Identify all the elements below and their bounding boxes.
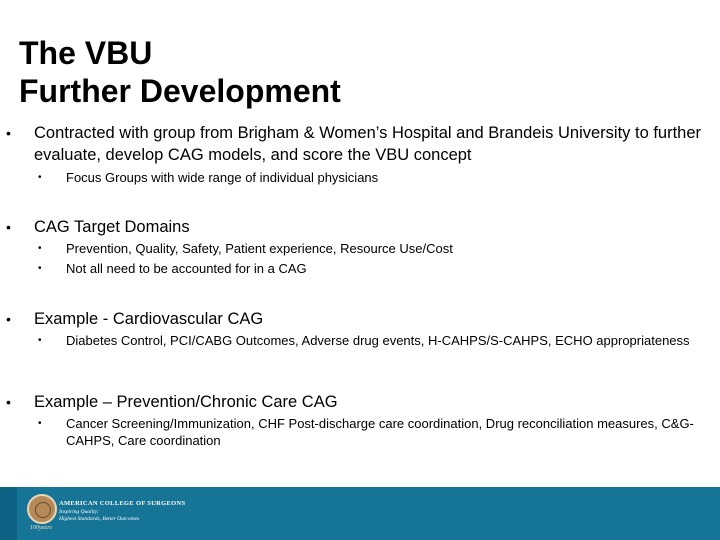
- slide-title-line-1: The VBU: [19, 35, 153, 71]
- footer-tagline-1: Inspiring Quality:: [59, 509, 99, 515]
- slide-title: [19, 34, 341, 110]
- footer-tagline-2: Highest Standards, Better Outcomes: [59, 516, 140, 522]
- bullet-dot: •: [6, 219, 11, 235]
- bullet-dot: •: [6, 125, 11, 141]
- footer-years-badge: 100years: [30, 525, 52, 531]
- sub-bullet-dot: •: [38, 263, 42, 274]
- bullet-text: Example – Prevention/Chronic Care CAG: [34, 393, 338, 411]
- footer-left-stripe: [0, 487, 17, 540]
- slide-title-line-2: Further Development: [19, 73, 341, 109]
- sub-bullet-text: Prevention, Quality, Safety, Patient experience, Resource Use/Cost: [66, 241, 453, 256]
- bullet-dot: •: [6, 394, 11, 410]
- bullet-dot: •: [6, 311, 11, 327]
- sub-bullet-text: Diabetes Control, PCI/CABG Outcomes, Adverse drug events, H-CAHPS/S-CAHPS, ECHO appropriateness: [66, 333, 690, 348]
- bullet-text: Contracted with group from Brigham & Women’s Hospital and Brandeis University to further evaluate, develop CAG models, and score the VBU concept: [34, 124, 702, 164]
- sub-bullet-dot: •: [38, 243, 42, 254]
- sub-bullet-dot: •: [38, 418, 42, 429]
- acs-seal-logo-icon: [27, 494, 57, 524]
- footer-org-name: AMERICAN COLLEGE OF SURGEONS: [59, 500, 186, 507]
- sub-bullet-text: Not all need to be accounted for in a CAG: [66, 261, 307, 276]
- sub-bullet-text: Cancer Screening/Immunization, CHF Post-discharge care coordination, Drug reconciliation measures, C&G-CAHPS, Care coordination: [66, 416, 694, 448]
- sub-bullet-dot: •: [38, 172, 42, 183]
- bullet-text: Example - Cardiovascular CAG: [34, 310, 264, 328]
- bullet-text: CAG Target Domains: [34, 218, 190, 236]
- footer-band: [0, 487, 720, 540]
- sub-bullet-text: Focus Groups with wide range of individual physicians: [66, 170, 379, 185]
- sub-bullet-dot: •: [38, 335, 42, 346]
